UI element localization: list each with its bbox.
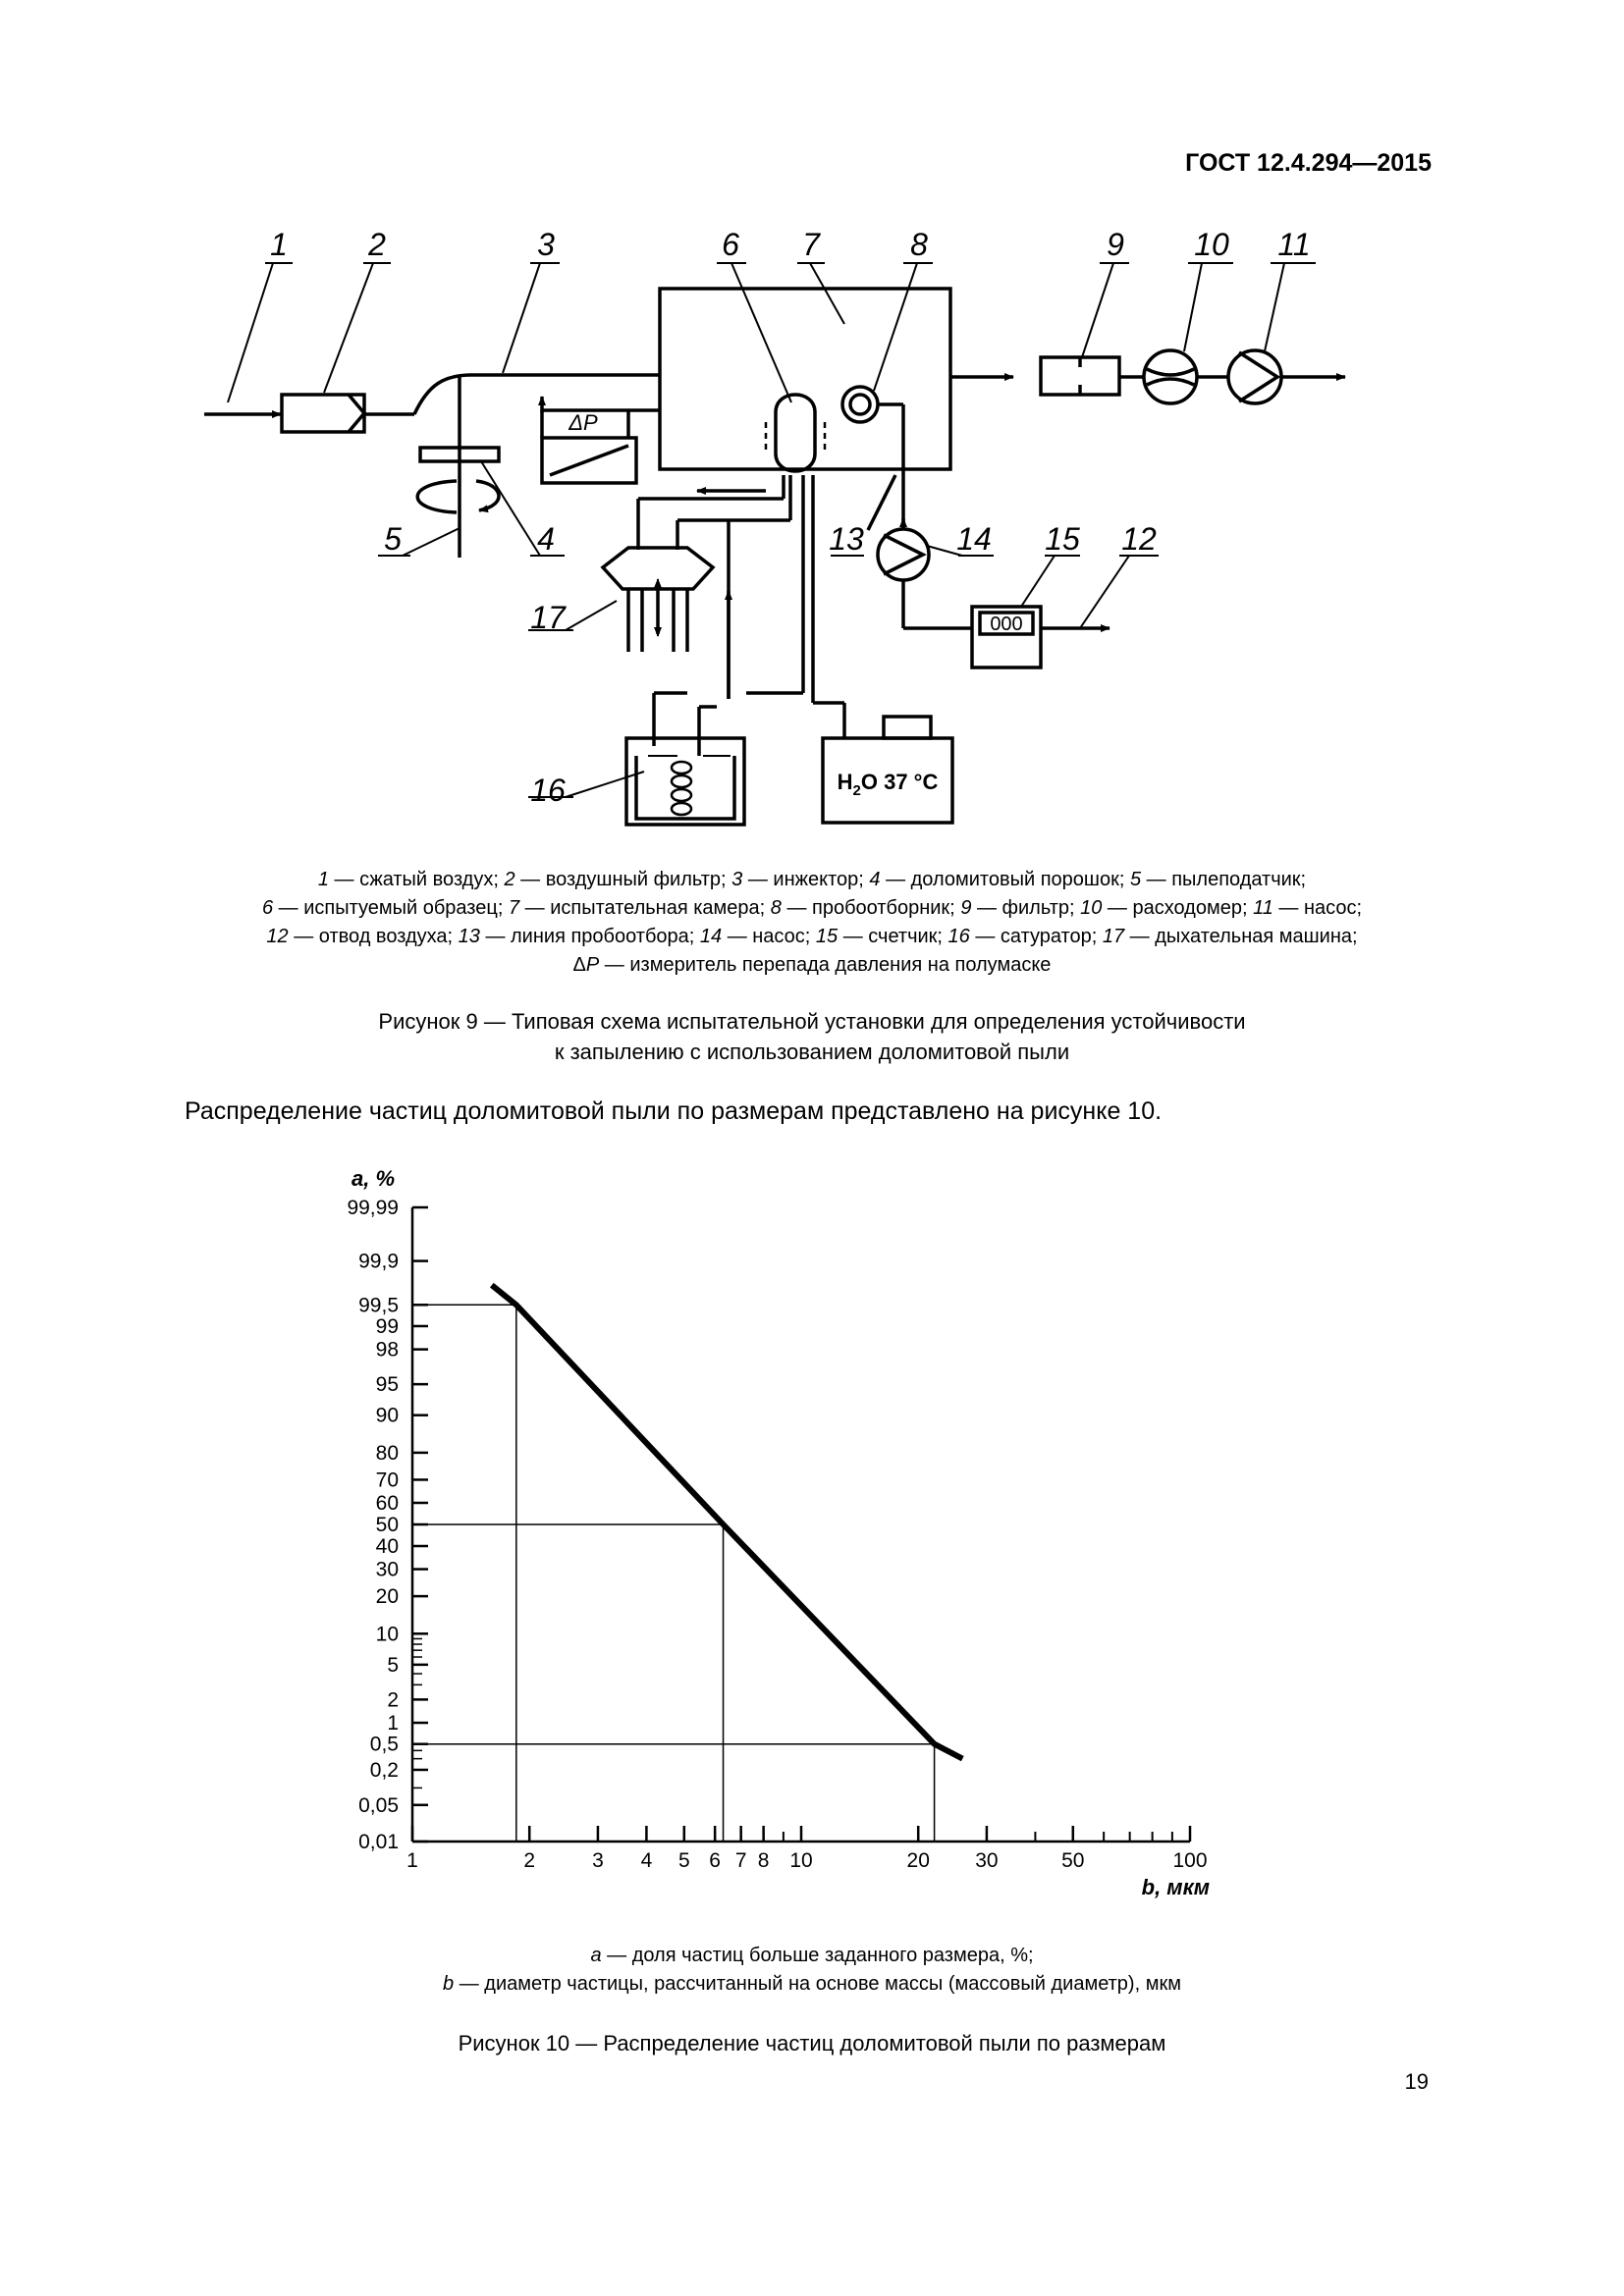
x-tick-label: 10 — [789, 1849, 813, 1872]
body-paragraph: Распределение частиц доломитовой пыли по размерам представлено на рисунке 10. — [185, 1097, 1163, 1125]
y-tick-label: 0,05 — [358, 1793, 399, 1817]
x-tick-label: 100 — [1172, 1849, 1208, 1872]
y-tick-label: 99 — [375, 1314, 399, 1338]
y-tick-label: 40 — [375, 1535, 399, 1559]
y-tick-label: 10 — [375, 1623, 399, 1646]
label-2: 2 — [368, 227, 386, 262]
x-tick-label: 20 — [906, 1849, 930, 1872]
y-tick-label: 20 — [375, 1585, 399, 1609]
label-13: 13 — [829, 521, 864, 557]
y-tick-label: 0,2 — [369, 1758, 399, 1782]
y-tick-label: 95 — [375, 1373, 399, 1397]
x-tick-label: 2 — [523, 1849, 536, 1872]
x-tick-label: 1 — [406, 1849, 418, 1872]
legend-line-1: 1 — сжатый воздух; 2 — воздушный фильтр; 3 — инжектор; 4 — доломитовый порошок; 5 — пылеподатчик; — [317, 869, 1307, 890]
y-tick-label: 70 — [375, 1468, 399, 1492]
figure9-caption: Рисунок 9 — Типовая схема испытательной установки для определения устойчивости к запылению с использованием доломитовой пыли — [378, 1009, 1246, 1064]
x-axis-label: b, мкм — [1141, 1875, 1210, 1899]
x-tick-label: 6 — [709, 1849, 721, 1872]
y-tick-label: 90 — [375, 1404, 399, 1427]
x-tick-label: 50 — [1061, 1849, 1085, 1872]
figure10-caption: Рисунок 10 — Распределение частиц доломитовой пыли по размерам — [458, 2031, 1166, 2056]
x-tick-label: 30 — [975, 1849, 999, 1872]
legend-b: b — диаметр частицы, рассчитанный на основе массы (массовый диаметр), мкм — [443, 1973, 1181, 1995]
x-tick-label: 8 — [757, 1849, 770, 1872]
y-tick-label: 99,5 — [358, 1294, 399, 1317]
heater-label: $H_2O$ 37 °C — [837, 770, 939, 799]
label-3: 3 — [537, 227, 555, 262]
legend-a: a — доля частиц больше заданного размера, %; — [590, 1945, 1034, 1966]
y-axis-label: a, % — [351, 1166, 396, 1191]
page-number: 19 — [1404, 2069, 1429, 2094]
y-tick-label: 5 — [387, 1653, 399, 1677]
legend-line-2: 6 — испытуемый образец; 7 — испытательная камера; 8 — пробоотборник; 9 — фильтр; 10 — расходомер; 11 — насос; — [261, 897, 1363, 919]
y-tick-label: 1 — [387, 1712, 399, 1735]
label-10: 10 — [1194, 227, 1229, 262]
label-7: 7 — [802, 227, 820, 262]
label-1: 1 — [270, 227, 288, 262]
y-tick-label: 99,99 — [347, 1197, 399, 1219]
y-tick-label: 99,9 — [358, 1250, 399, 1273]
label-4: 4 — [537, 521, 555, 557]
label-8: 8 — [910, 227, 928, 262]
y-tick-label: 98 — [375, 1338, 399, 1362]
label-5: 5 — [384, 521, 402, 557]
x-tick-label: 5 — [677, 1849, 690, 1872]
y-tick-label: 80 — [375, 1441, 399, 1465]
label-16: 16 — [530, 773, 566, 808]
delta-p-label: ΔP — [568, 410, 598, 435]
x-tick-label: 4 — [640, 1849, 653, 1872]
x-tick-label: 7 — [734, 1849, 747, 1872]
label-14: 14 — [956, 521, 992, 557]
y-tick-label: 0,5 — [369, 1733, 399, 1756]
label-17: 17 — [530, 600, 566, 635]
distribution-line — [492, 1285, 962, 1758]
y-tick-label: 2 — [387, 1688, 399, 1712]
label-12: 12 — [1121, 521, 1157, 557]
legend-line-4: ΔP — измеритель перепада давления на полумаске — [572, 954, 1052, 976]
label-15: 15 — [1045, 521, 1080, 557]
label-6: 6 — [722, 227, 739, 262]
document-header: ГОСТ 12.4.294—2015 — [1185, 149, 1432, 177]
y-tick-label: 0,01 — [358, 1831, 399, 1853]
figure10-legend — [98, 1942, 1526, 1999]
x-tick-label: 3 — [592, 1849, 604, 1872]
y-tick-label: 30 — [375, 1558, 399, 1581]
label-9: 9 — [1107, 227, 1124, 262]
y-tick-label: 50 — [375, 1514, 399, 1536]
y-tick-label: 60 — [375, 1491, 399, 1515]
legend-line-3: 12 — отвод воздуха; 13 — линия пробоотбора; 14 — насос; 15 — счетчик; 16 — сатуратор; 17 — дыхательная машина; — [266, 926, 1358, 947]
label-11: 11 — [1277, 227, 1311, 262]
counter-display: 000 — [990, 614, 1023, 635]
